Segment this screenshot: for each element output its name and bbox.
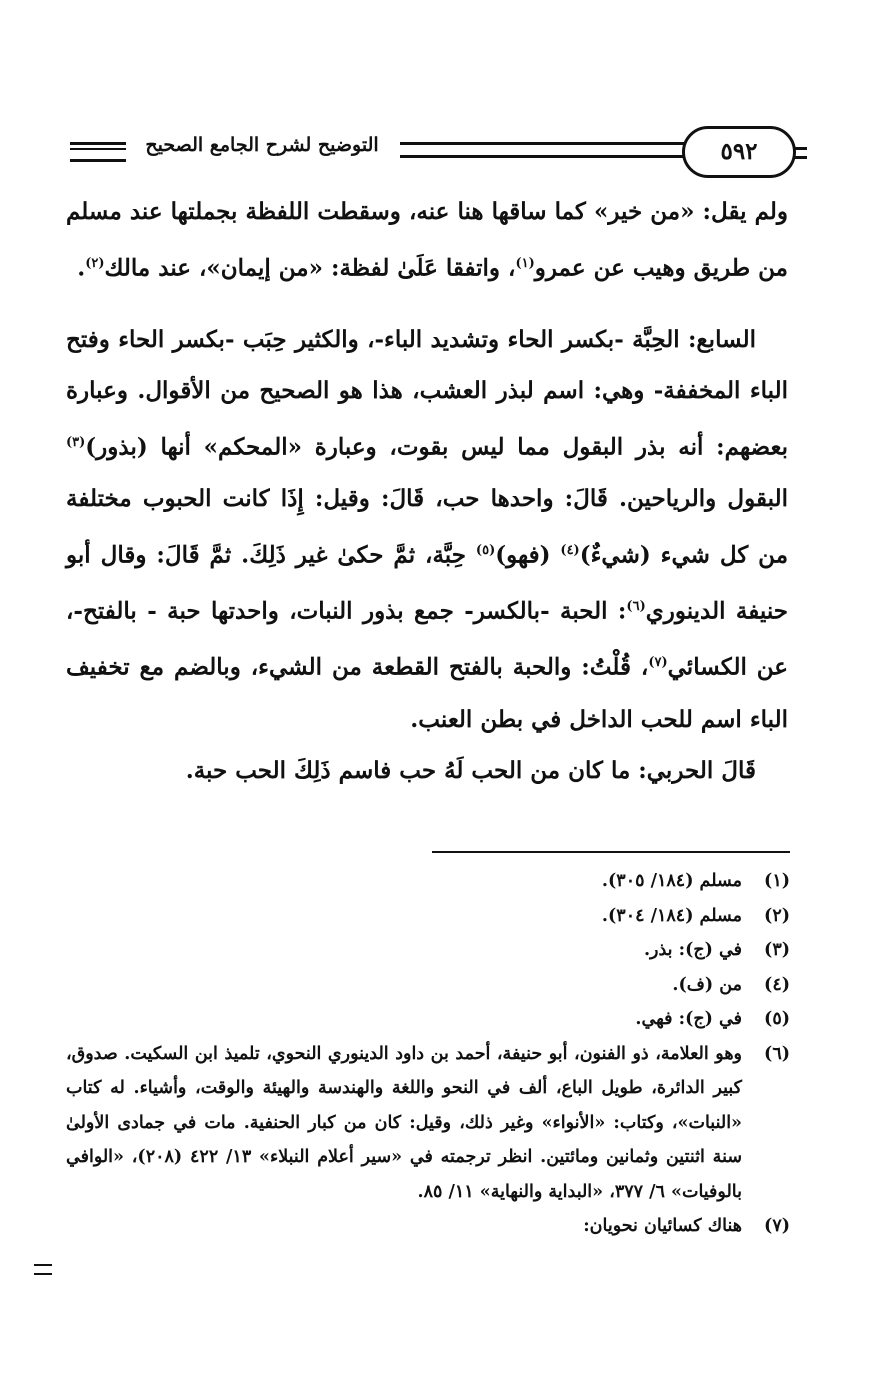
footnote-number: (٢) xyxy=(764,905,790,926)
footnote-ref: (٤) xyxy=(560,542,580,558)
paragraph-text: : الحبة -بالكسر- جمع بذور النبات، واحدتها حبة - بالفتح-، عن الكسائي xyxy=(66,597,788,682)
paragraph-3 xyxy=(66,745,788,797)
footnote-text: وهو العلامة، ذو الفنون، أبو حنيفة، أحمد بن داود الدينوري النحوي، تلميذ ابن السكيت. صدوق، كبير الدائرة، طويل الباع، ألف في النحو واللغة والهندسة والهيئة والوقت، وأشياء. له كتاب «النبات»، وكتاب: «الأنواء» وغير ذلك، وقيل: كان من كبار الحنفية. مات في جمادى الأولىٰ سنة اثنتين وثمانين ومائتين. انظر ترجمته في «سير أعلام النبلاء» ١٣/ ٤٢٢ (٢٠٨)، «الوافي بالوفيات» ٦/ ٣٧٧، «البداية والنهاية» ١١/ ٨٥. xyxy=(66,1043,743,1202)
footnote-ref: (٢) xyxy=(85,255,105,271)
page-header xyxy=(70,120,798,180)
footnote-ref: (٦) xyxy=(626,599,646,615)
paragraph-text: ولم يقل: «من خير» كما ساقها هنا عنه، وسقطت اللفظة بجملتها عند مسلم من طريق وهيب عن عمرو xyxy=(66,198,788,282)
footnote-2 xyxy=(66,899,790,934)
footnote-ref: (٧) xyxy=(648,655,668,671)
paragraph-text: حِبَّة، ثمَّ حكىٰ غير ذَلِكَ. ثمَّ قَالَ: وقال أبو حنيفة الدينوري xyxy=(66,541,788,625)
paragraph-text: ، قُلْتُ: والحبة بالفتح القطعة من الشيء، وبالضم مع تخفيف الباء اسم للحب الداخل في بطن العنب. xyxy=(66,654,788,733)
page-number: ٥٩٢ xyxy=(682,126,796,178)
footnote-number: (٣) xyxy=(764,940,790,960)
footnote-text: مسلم (١٨٤/ ٣٠٥). xyxy=(601,871,742,891)
paragraph-2 xyxy=(66,314,788,745)
footnote-number: (١) xyxy=(764,871,790,891)
header-ornament-rule-left xyxy=(70,142,126,162)
main-text xyxy=(66,186,788,797)
paragraph-text: ، واتفقا عَلَىٰ لفظة: «من إيمان»، عند مالك xyxy=(104,254,516,282)
margin-mark xyxy=(34,1264,52,1275)
paragraph-text: البقول والرياحين. قَالَ: واحدها حب، قَالَ: وقيل: إِذَا كانت الحبوب مختلفة من كل شيء (شيءٌ) xyxy=(66,485,789,569)
footnote-3 xyxy=(66,933,790,968)
footnote-number: (٥) xyxy=(764,1009,790,1029)
footnote-text: هناك كسائيان نحويان: xyxy=(583,1216,742,1236)
footnote-ref: (١) xyxy=(515,255,535,271)
footnote-text: في (ج): فهي. xyxy=(635,1009,742,1029)
header-ornament-rule-middle xyxy=(400,142,685,158)
footnote-number: (٦) xyxy=(764,1043,790,1064)
running-title: التوضيح لشرح الجامع الصحيح xyxy=(145,134,379,156)
paragraph-1 xyxy=(66,186,788,294)
footnote-separator xyxy=(432,851,790,853)
paragraph-text: (فهو) xyxy=(495,541,561,569)
footnote-6 xyxy=(66,1037,790,1210)
footnote-ref: (٣) xyxy=(66,435,86,451)
footnote-number: (٤) xyxy=(764,974,790,995)
footnote-5 xyxy=(66,1002,790,1037)
footnotes xyxy=(66,864,790,1244)
footnote-text: من (ف). xyxy=(672,974,742,995)
paragraph-text: قَالَ الحربي: ما كان من الحب لَهُ حب فاسم ذَلِكَ الحب حبة. xyxy=(185,757,756,785)
footnote-ref: (٥) xyxy=(475,542,496,558)
footnote-text: في (ج): بذر. xyxy=(643,940,742,960)
footnote-4 xyxy=(66,968,790,1003)
paragraph-text: . xyxy=(77,254,86,282)
footnote-1 xyxy=(66,864,790,899)
footnote-text: مسلم (١٨٤/ ٣٠٤). xyxy=(601,905,742,926)
footnote-number: (٧) xyxy=(764,1216,790,1236)
footnote-7 xyxy=(66,1209,790,1244)
paragraph-text: السابع: الحِبَّة -بكسر الحاء وتشديد الباء-، والكثير حِبَب -بكسر الحاء وفتح الباء المخففة- وهي: اسم لبذر العشب، هذا هو الصحيح من الأقوال. وعبارة بعضهم: أنه بذر البقول مما ليس بقوت، وعبارة «المحكم» أنها (بذور) xyxy=(66,325,788,461)
